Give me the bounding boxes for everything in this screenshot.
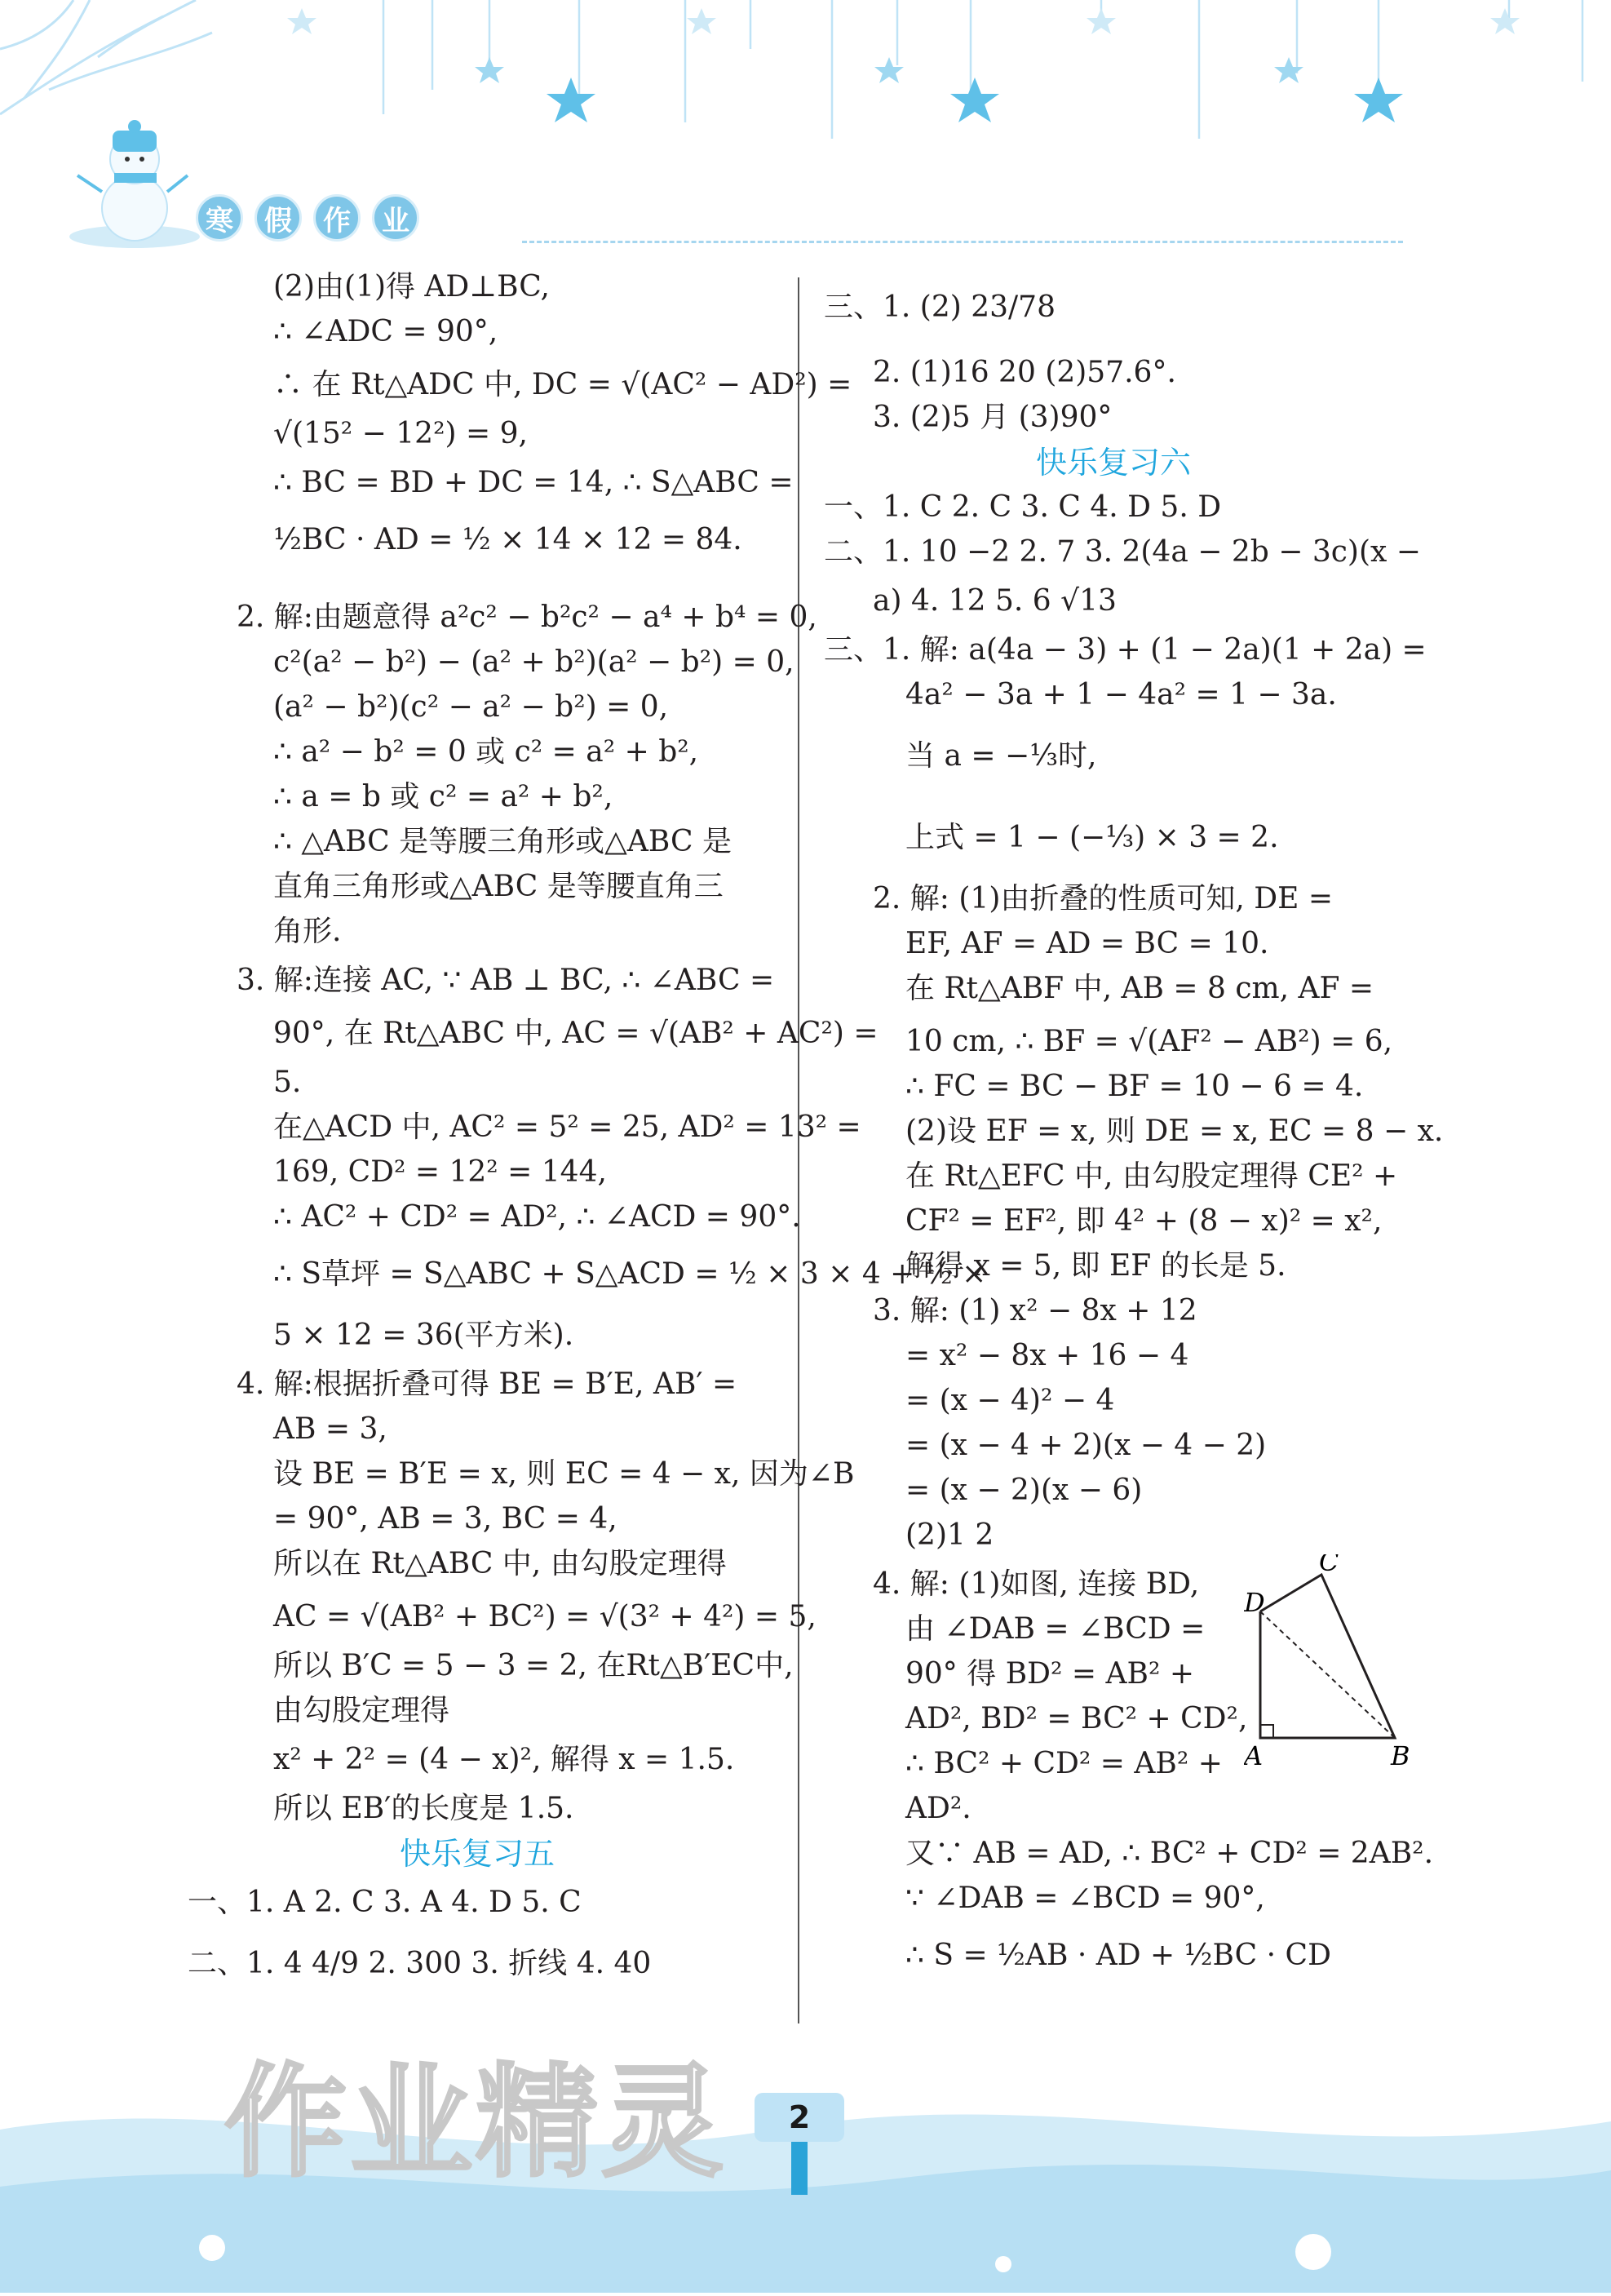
text-line: ∴ AC² + CD² = AD², ∴ ∠ACD = 90°. [273, 1200, 801, 1234]
star-icon [874, 57, 904, 83]
star-icon [1490, 8, 1520, 34]
star-icon [287, 8, 316, 34]
text-line: (a² − b²)(c² − a² − b²) = 0, [273, 690, 669, 724]
text-line: (2)1 2 [905, 1518, 994, 1552]
text-line: 二、1. 10 −2 2. 7 3. 2(4a − 2b − 3c)(x − [824, 535, 1421, 569]
text-line: 4. 解: (1)如图, 连接 BD, [873, 1567, 1200, 1601]
text-line: = 90°, AB = 3, BC = 4, [273, 1502, 617, 1536]
text-line: 10 cm, ∴ BF = √(AF² − AB²) = 6, [905, 1025, 1393, 1058]
quadrilateral-diagram [1244, 1554, 1423, 1766]
text-line: 5. [273, 1066, 302, 1099]
label-c: C [1319, 1554, 1339, 1577]
text-line: 设 BE = B′E = x, 则 EC = 4 − x, 因为∠B [273, 1457, 855, 1491]
brand-char: 寒 [196, 194, 243, 242]
label-d: D [1244, 1587, 1265, 1618]
column-divider [798, 277, 799, 2023]
text-line: (2)设 EF = x, 则 DE = x, EC = 8 − x. [905, 1115, 1444, 1148]
text-line: ∴ ∠ADC = 90°, [273, 315, 498, 348]
text-line: 所以在 Rt△ABC 中, 由勾股定理得 [273, 1547, 727, 1580]
text-line: ∴ △ABC 是等腰三角形或△ABC 是 [273, 825, 732, 858]
text-line: 在 Rt△ABF 中, AB = 8 cm, AF = [905, 972, 1374, 1005]
text-line: 2. 解: (1)由折叠的性质可知, DE = [873, 882, 1333, 915]
text-line: (2)由(1)得 AD⊥BC, [273, 270, 550, 304]
text-line: 由 ∠DAB = ∠BCD = [905, 1612, 1206, 1646]
text-line: 所以 EB′的长度是 1.5. [273, 1792, 574, 1825]
text-line: c²(a² − b²) − (a² + b²)(a² − b²) = 0, [273, 645, 794, 679]
text-line: 在 Rt△EFC 中, 由勾股定理得 CE² + [905, 1159, 1398, 1193]
text-line: 二、1. 4 4/9 2. 300 3. 折线 4. 40 [188, 1947, 652, 1980]
text-line: 当 a = −⅓时, [905, 739, 1097, 773]
snowball-icon [199, 2235, 225, 2261]
quadrilateral-outline [1260, 1575, 1395, 1738]
star-icon [1274, 57, 1303, 83]
text-line: 2. 解:由题意得 a²c² − b²c² − a⁴ + b⁴ = 0, [237, 601, 817, 634]
text-line: AD², BD² = BC² + CD², [905, 1702, 1248, 1735]
header-divider [522, 241, 1403, 243]
text-line: 三、1. 解: a(4a − 3) + (1 − 2a)(1 + 2a) = [824, 633, 1427, 667]
star-icon [1354, 78, 1403, 122]
geometry-figure [1244, 1554, 1423, 1766]
text-line: 169, CD² = 12² = 144, [273, 1155, 607, 1189]
star-icon [547, 78, 595, 122]
star-icon [950, 78, 999, 122]
label-b: B [1391, 1740, 1410, 1766]
diagonal-bd [1260, 1611, 1395, 1738]
text-line: 角形. [273, 915, 342, 948]
snowball-icon [1295, 2234, 1331, 2270]
section-title: 快乐复习六 [1036, 445, 1192, 481]
text-line: ∴ a = b 或 c² = a² + b², [273, 780, 613, 813]
brand-char: 假 [254, 194, 302, 242]
snowball-icon [995, 2256, 1011, 2272]
text-line: ∴ S = ½AB · AD + ½BC · CD [905, 1939, 1331, 1972]
text-line: 一、1. A 2. C 3. A 4. D 5. C [188, 1886, 582, 1919]
text-line: 又∵ AB = AD, ∴ BC² + CD² = 2AB². [905, 1837, 1434, 1870]
text-line: 5 × 12 = 36(平方米). [273, 1319, 574, 1352]
right-angle-a [1260, 1725, 1273, 1738]
text-line: = x² − 8x + 16 − 4 [905, 1339, 1189, 1372]
text-line: 三、1. (2) 23/78 [824, 290, 1056, 324]
text-line: ∴ FC = BC − BF = 10 − 6 = 4. [905, 1070, 1364, 1103]
text-line: 90°, 在 Rt△ABC 中, AC = √(AB² + AC²) = [273, 1017, 879, 1050]
snowman-icon [69, 120, 200, 248]
brand-char: 作 [313, 194, 361, 242]
text-line: a) 4. 12 5. 6 √13 [873, 584, 1117, 618]
text-line: 一、1. C 2. C 3. C 4. D 5. D [824, 490, 1222, 524]
text-line: CF² = EF², 即 4² + (8 − x)² = x², [905, 1204, 1383, 1238]
text-line: ½BC · AD = ½ × 14 × 12 = 84. [273, 523, 742, 556]
section-title: 快乐复习五 [400, 1836, 555, 1872]
text-line: = (x − 4)² − 4 [905, 1384, 1115, 1417]
text-line: 由勾股定理得 [273, 1694, 450, 1727]
text-line: x² + 2² = (4 − x)², 解得 x = 1.5. [273, 1743, 735, 1776]
text-line: ∴ a² − b² = 0 或 c² = a² + b², [273, 735, 699, 769]
star-icon [1087, 8, 1116, 34]
text-line: ∴ S草坪 = S△ABC + S△ACD = ½ × 3 × 4 + ½ × [273, 1257, 987, 1291]
page-header [0, 0, 1611, 261]
text-line: 4a² − 3a + 1 − 4a² = 1 − 3a. [905, 678, 1337, 711]
text-line: 直角三角形或△ABC 是等腰直角三 [273, 870, 724, 903]
text-line: AD². [905, 1792, 971, 1825]
star-icon [475, 57, 504, 83]
text-line: = (x − 2)(x − 6) [905, 1474, 1143, 1507]
text-line: ∴ 在 Rt△ADC 中, DC = √(AC² − AD²) = [273, 368, 852, 401]
text-line: AB = 3, [273, 1412, 387, 1446]
brand-title [196, 194, 419, 242]
text-line: 90° 得 BD² = AB² + [905, 1657, 1194, 1691]
text-line: ∵ ∠DAB = ∠BCD = 90°, [905, 1882, 1265, 1915]
text-line: EF, AF = AD = BC = 10. [905, 927, 1269, 960]
branch-icon [0, 0, 212, 114]
brand-char: 业 [372, 194, 419, 242]
watermark: 作业精灵 [224, 2052, 728, 2194]
text-line: 4. 解:根据折叠可得 BE = B′E, AB′ = [237, 1367, 737, 1401]
text-line: 上式 = 1 − (−⅓) × 3 = 2. [905, 821, 1279, 854]
text-line: √(15² − 12²) = 9, [273, 417, 528, 450]
text-line: = (x − 4 + 2)(x − 4 − 2) [905, 1429, 1267, 1462]
text-line: ∴ BC² + CD² = AB² + [905, 1747, 1223, 1780]
label-a: A [1244, 1740, 1264, 1766]
text-line: AC = √(AB² + BC²) = √(3² + 4²) = 5, [273, 1600, 817, 1633]
text-line: 3. 解:连接 AC, ∵ AB ⊥ BC, ∴ ∠ABC = [237, 964, 775, 997]
text-line: ∴ BC = BD + DC = 14, ∴ S△ABC = [273, 466, 794, 499]
text-line: 所以 B′C = 5 − 3 = 2, 在Rt△B′EC中, [273, 1649, 794, 1682]
star-icon [687, 8, 716, 34]
page-number: 2 [755, 2093, 844, 2142]
text-line: 解得 x = 5, 即 EF 的长是 5. [905, 1249, 1286, 1283]
text-line: 2. (1)16 20 (2)57.6°. [873, 356, 1176, 389]
text-line: 3. (2)5 月 (3)90° [873, 401, 1113, 434]
text-line: 在△ACD 中, AC² = 5² = 25, AD² = 13² = [273, 1110, 861, 1144]
text-line: 3. 解: (1) x² − 8x + 12 [873, 1294, 1197, 1328]
